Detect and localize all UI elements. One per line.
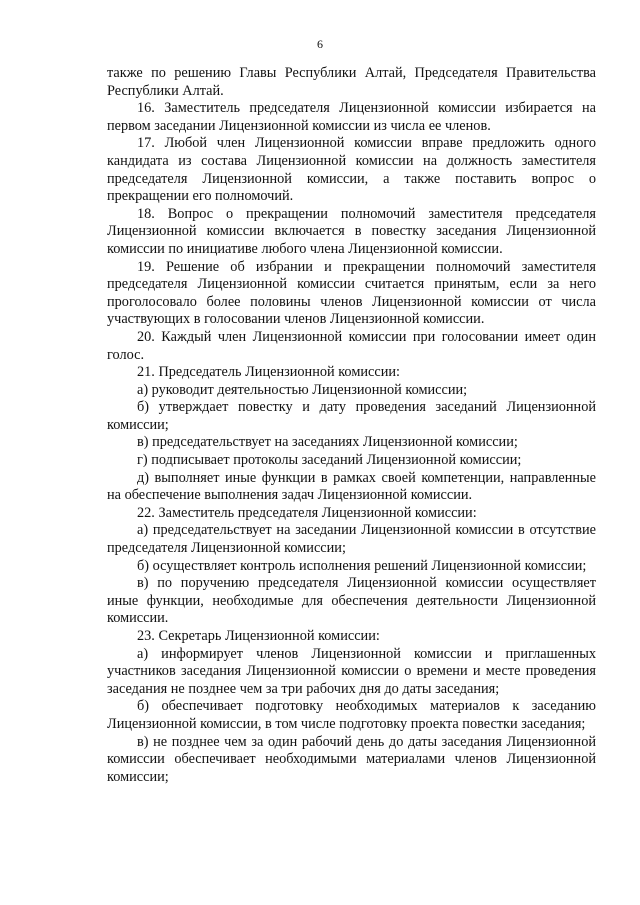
paragraph-22: 22. Заместитель председателя Лицензионной комиссии: [137,504,477,521]
paragraph-22-v: в) по поручению председателя Лицензионной комиссии осуществляет иные функции, необходимые для обеспечения деятельности Лицензионной комиссии. [107,575,596,627]
page-number: 6 [317,37,323,51]
paragraph-20: 20. Каждый член Лицензионной комиссии при голосовании имеет один голос. [107,328,596,363]
paragraph-16: 16. Заместитель председателя Лицензионной комиссии избирается на первом заседании Лицензионной комиссии из числа ее членов. [107,100,596,134]
paragraph-18: 18. Вопрос о прекращении полномочий заместителя председателя Лицензионной комиссии включается в повестку заседания Лицензионной комиссии по инициативе любого члена Лицензионной комиссии. [107,205,596,257]
paragraph-23-v: в) не позднее чем за один рабочий день до даты заседания Лицензионной комиссии обеспечивает необходимыми материалами членов Лицензионной комиссии; [107,733,596,785]
paragraph-19: 19. Решение об избрании и прекращении полномочий заместителя председателя Лицензионной комиссии считается принятым, если за него проголосовало более половины членов Лицензионной комиссии от числа участвующих в голосовании членов Лицензионной комиссии. [107,258,596,328]
paragraph-21: 21. Председатель Лицензионной комиссии: [137,364,400,381]
paragraph-23-a: а) информирует членов Лицензионной комиссии и приглашенных участников заседания Лицензионной комиссии о времени и месте проведения заседания не позднее чем за три рабочих дня до даты заседания; [107,645,596,697]
paragraph-21-g: г) подписывает протоколы заседаний Лицензионной комиссии; [137,452,522,469]
paragraph-21-b: б) утверждает повестку и дату проведения заседаний Лицензионной комиссии; [107,399,596,433]
paragraph-continuation: также по решению Главы Республики Алтай, Председателя Правительства Республики Алтай. [107,65,596,99]
paragraph-22-b: б) осуществляет контроль исполнения решений Лицензионной комиссии; [137,557,587,574]
paragraph-23-b: б) обеспечивает подготовку необходимых материалов к заседанию Лицензионной комиссии, в том числе подготовку проекта повестки заседания; [107,698,596,732]
paragraph-21-d: д) выполняет иные функции в рамках своей компетенции, направленные на обеспечение выполнения задач Лицензионной комиссии. [107,469,596,504]
paragraph-21-a: а) руководит деятельностью Лицензионной комиссии; [137,381,468,398]
paragraph-23: 23. Секретарь Лицензионной комиссии: [137,628,380,644]
paragraph-22-a: а) председательствует на заседании Лицензионной комиссии в отсутствие председателя Лицензионной комиссии; [107,522,596,557]
paragraph-21-v: в) председательствует на заседаниях Лицензионной комиссии; [137,434,518,451]
paragraph-17: 17. Любой член Лицензионной комиссии вправе предложить одного кандидата из состава Лицензионной комиссии на должность заместителя председателя Лицензионной комиссии, а также поставить вопрос о прекращении его полномочий. [107,135,596,205]
document-body [107,65,596,786]
